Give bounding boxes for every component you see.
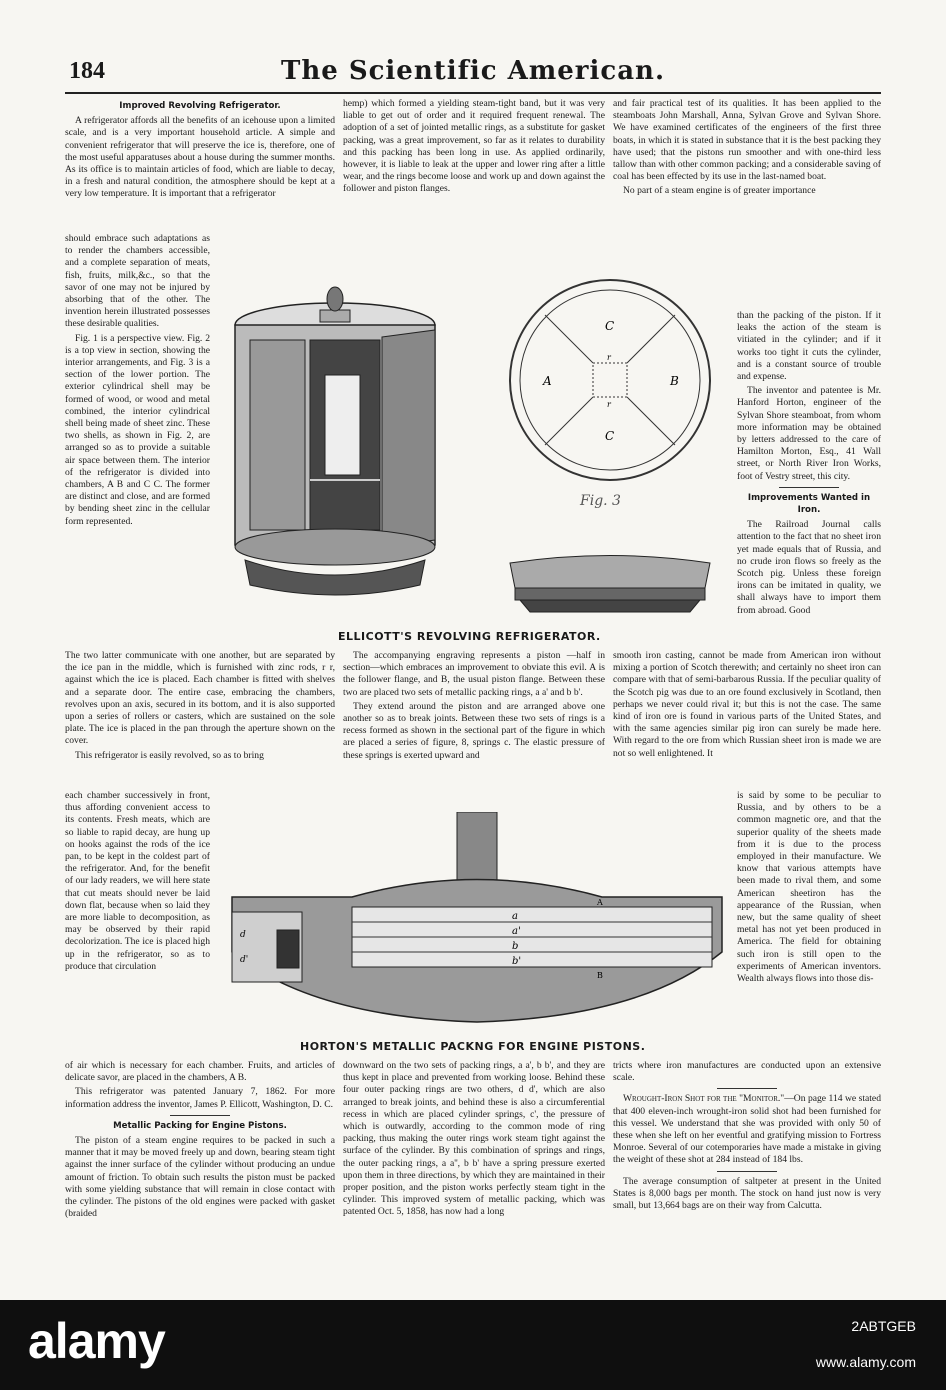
piston-rod [457,812,497,887]
piston-letter-b-prime: b' [512,956,522,967]
saltpeter-paragraph: The average consumption of saltpeter at present in the United States is 8,000 bags per month. The stock on hand just now is very small, but 13,664 bags are on their way from Calcutta. [613,1175,881,1212]
iron-casting: smooth iron casting, cannot be made from American iron without mixing a portion of Scotch therewith; and certainly no sheet iron can compare with that of semi-barbarous Russia. If the peculiar quality of the Scotch pig was due to an ore found exclusively in Scotland, then perhaps we never could rival it; but this is not the case. The same kind of iron ore is found in various parts of the United States, and with the same agencies similar pig iron can surely be made here. With regard to the ore from which Russian sheet iron is made we are not so well enlightened. It [613,650,881,759]
piston-spring-block [277,930,299,968]
iron-intro: The Railroad Journal calls attention to the fact that no sheet iron yet made equals that of Russia, and no crude iron flows so freely as the Scotch pig. Unless these foreign irons can be imitated in quality, we shall always have to import them from abroad. Good [737,519,881,616]
fig3-letter-r-top: r [607,353,611,362]
refrigerator-left-panel [250,340,305,530]
piston-letter-a: a [512,911,518,922]
fig3-outer-ring [510,280,710,480]
fig3-divider-3 [545,397,593,445]
refrigerator-access: each chamber successively in front, thus affording convenient access to its contents. Fresh meats, which are so liable to rapid decay, are hung up on hooks against the rods of the ice pan, to be kept in the coldest part of the refrigerator. And, for the benefit of our lady readers, we will here state that cut meats should never be laid down flat, because when so laid they are more liable to decomposition, as may be observed by their rapid decolorization. The ice is placed high up in the refrigerator, so as to produce that circulation [65,790,210,972]
iron-article-bottom [613,1060,881,1214]
fig3-top-view [495,270,725,510]
fig3-letter-c-top: C [605,319,615,333]
refrigerator-wrap-text-2 [65,790,210,975]
packing-continued-top [343,98,605,198]
lower-section-feet [520,600,700,612]
piston-letter-a-prime: a' [512,926,521,937]
packing-test-top [613,98,881,200]
masthead-title: The Scientific American. [280,56,666,86]
shot-lead: Wrought-Iron Shot for the "Monitor." [623,1093,785,1105]
fig3-divider-2 [627,315,675,363]
fig3-ice-pan [593,363,627,397]
packing-engraving: The accompanying engraving represents a piston —half in section—which embraces an improvement to obviate this evil. A is the follower flange, and B, the usual piston flange. Between these two are placed two sets of metallic packing rings, a a' and b b'. [343,650,605,698]
packing-article-mid [343,650,605,764]
packing-importance-cont: than the packing of the piston. If it leaks the action of the steam is vitiated in the cylinder; and if it works too tight it cuts the cylinder, and is a constant source of trouble and expense. [737,310,881,383]
refrigerator-wrap-text [65,233,210,530]
piston-letter-a-upper: A [597,898,603,907]
watermark-logo: alamy [28,1313,165,1369]
piston-illustration [222,812,732,1032]
refrigerator-intro: A refrigerator affords all the benefits of an icehouse upon a limited scale, and is a very important household article. A simple and convenient refrigerator that will preserve the ice is, therefore, one of the most useful apparatuses about a house during the summer months. As its office is to maintain articles of food, which are liable to decay, in a fresh and natural condition, the atmosphere should be kept at a very low temperature. It is important that a refrigerator [65,115,335,200]
refrigerator-article-top [65,98,335,203]
packing-importance: No part of a steam engine is of greater importance [623,185,816,197]
iron-russia: is said by some to be peculiar to Russia, and by others to be a common magnetic ore, and that the superior quality of the sheets made from it is due to the process employed in their manufacture. We know that various attempts have been made to rival them, and some American sheetiron has the appearance of the Russian, when new, but the same quality of sheet metal has not yet been produced in America. The field for obtaining such iron is still open to the experiments of American inventors. Wealth always flows into those dis- [737,790,881,985]
refrigerator-caption: ELLICOTT'S REVOLVING REFRIGERATOR. [338,630,601,643]
packing-rings: They extend around the piston and are arranged above one another so as to break joints. Between these two sets of rings is a recess formed as shown in the sectional part of the figure in which are placed a series of figure, 8, springs c. The elastic pressure of these springs is exerted upward and [343,700,605,761]
shot-text: —On page 114 we stated that 400 eleven-inch wrought-iron solid shot had been furnished for this vessel. We understand that she was provided with only 50 of these when she left on her eventful and gratifying mission to Fortress Monroe. Several of our cotemporaries have made a mistake in giving the weight of these shot at 284 instead of 184 lbs. [613,1093,881,1166]
page-number: 184 [69,58,105,84]
packing-article-bottom [343,1060,605,1221]
refrigerator-adaptations: should embrace such adaptations as to render the chambers accessible, and a complete separation of meats, fish, fruits, milk,&c., so that the savor of one may not be injured by absorbing that of the other. The invention herein illustrated possesses these desirable qualities. [65,233,210,330]
refrigerator-figures: Fig. 1 is a perspective view. Fig. 2 is a top view in section, showing the interior arrangements, and Fig. 3 is a section of the lower portion. The exterior cylindrical shell may be formed of wood, or wood and metal combined, the interior cylindrical shell being made of sheet zinc. These two shells, as shown in Fig. 2, are arranged so as to provide a suitable air space between them. The interior of the refrigerator is divided into chambers, A B and C C. The former are distinct and close, and are formed by bending sheet zinc in the cellular form represented. [65,332,210,527]
watermark-url: www.alamy.com [815,1354,916,1370]
fig3-letter-b: B [670,374,679,388]
packing-wrap-right [737,310,881,619]
refrigerator-bottom [235,529,435,565]
refrigerator-heading: Improved Revolving Refrigerator. [119,101,281,111]
refrigerator-air: of air which is necessary for each chamber. Fruits, and articles of delicate savor, are placed in the chambers, A B. [65,1060,335,1084]
fig3-letter-c-bottom: C [605,429,615,443]
piston-letter-b-lower: B [597,971,603,980]
divider-rule [779,487,839,488]
piston-letter-d: d [240,930,246,940]
packing-heading: Metallic Packing for Engine Pistons. [113,1120,287,1131]
packing-inventor: The inventor and patentee is Mr. Hanford Horton, engineer of the Sylvan Shore steamboat, from whom more information may be obtained by letters addressed to the care of Hamilton Morton, Esq., 41 Wall street, or North River Iron Works, foot of Vestry street, this city. [737,385,881,482]
packing-downward: downward on the two sets of packing rings, a a', b b', and they are thus kept in place and prevented from working loose. Behind these four outer packing rings are two others, d d', which are also arranged to break joints, and behind these is also a circumferential recess in which are placed cylinder springs, c', the pressure of which is outwardly, according to the common mode of ring packing, thus making the outer rings work steam tight against the surface of the cylinder. By this combination of springs and rings, the outer packing rings, a a'', b b' have a spring pressure exerted upon them in three directions, by which they are maintained in their proper position, and the piston works perfectly steam tight in the cylinder. This improved system of metallic packing, which was patented Oct. 5, 1858, has now had a long [343,1060,605,1218]
fig3-letter-r-bottom: r [607,400,611,409]
refrigerator-article-bottom [65,1060,335,1222]
watermark-image-id: 2ABTGEB [851,1318,916,1334]
divider-rule-2 [170,1115,230,1116]
divider-rule-4 [717,1171,777,1172]
refrigerator-chambers: The two latter communicate with one another, but are separated by the ice pan in the middle, which is furnished with zinc rods, r r, against which the ice is placed. Each chamber is fitted with shelves and a separate door. The entire case, embracing the chambers, revolves upon an axis, secured in its bottom, and it is also supported upon a series of rollers or casters, which are sustained on the sole plate. The ice is placed in the pan through the aperture shown on the cover. [65,650,335,747]
refrigerator-open-door [382,330,435,547]
fig3-label: Fig. 3 [580,493,621,509]
iron-wrap-right [737,790,881,987]
refrigerator-revolve: This refrigerator is easily revolved, so as to bring [75,749,264,761]
iron-districts: tricts where iron manufactures are conducted upon an extensive scale. [613,1060,881,1084]
packing-test-paragraph: and fair practical test of its qualities. It has been applied to the steamboats John Marshall, Anna, Sylvan Grove and Sylvan Shore. We have examined certificates of the engineers of the first three boats, in which it is stated in substance that it is the best packing they have used; that the pistons run smoother and with one-third less tallow than with other common packing; and a considerable saving of coal has been effected by its use in the last-named boat. [613,98,881,183]
refrigerator-ice-pan [325,375,360,475]
fig3-divider-1 [545,315,593,363]
fig3-lower-section [505,548,715,618]
page-header [65,52,881,94]
refrigerator-patent: This refrigerator was patented January 7, 1862. For more information address the inventor, James P. Ellicott, Washington, D. C. [65,1086,335,1110]
piston-letter-d-prime: d' [240,955,249,965]
piston-caption: HORTON'S METALLIC PACKNG FOR ENGINE PISTONS. [300,1040,646,1053]
piston-letter-b: b [512,941,519,952]
refrigerator-knob [327,287,343,311]
fig3-divider-4 [627,397,675,445]
refrigerator-knob-base [320,310,350,322]
shot-paragraph [613,1093,881,1166]
refrigerator-article-mid [65,650,335,764]
packing-intro: The piston of a steam engine requires to be packed in such a manner that it may be moved freely up and down, bearing steam tight against the inner surface of the cylinder without producing an undue amount of friction. To obtain such results the piston must be packed with some yielding substance that will remain in close contact with the cylinder. The pistons of the old engines were packed with gasket (braided [65,1135,335,1220]
fig3-letter-a: A [543,374,552,388]
iron-heading: Improvements Wanted in Iron. [747,492,871,516]
packing-hemp-paragraph: hemp) which formed a yielding steam-tight band, but it was very liable to get out of order and it required frequent renewal. The adoption of a set of jointed metallic rings, as a substitute for gasket packing, was a great improvement, so far as it relates to durability and this packing has been long in use. As applied ordinarily, however, it is liable to leak at the upper and lower ring after a little wear, and the rings become loose and work up and down against the follower and piston flanges. [343,98,605,195]
divider-rule-3 [717,1088,777,1089]
lower-section-base [515,588,705,600]
iron-article-mid [613,650,881,762]
refrigerator-illustration [220,285,450,625]
